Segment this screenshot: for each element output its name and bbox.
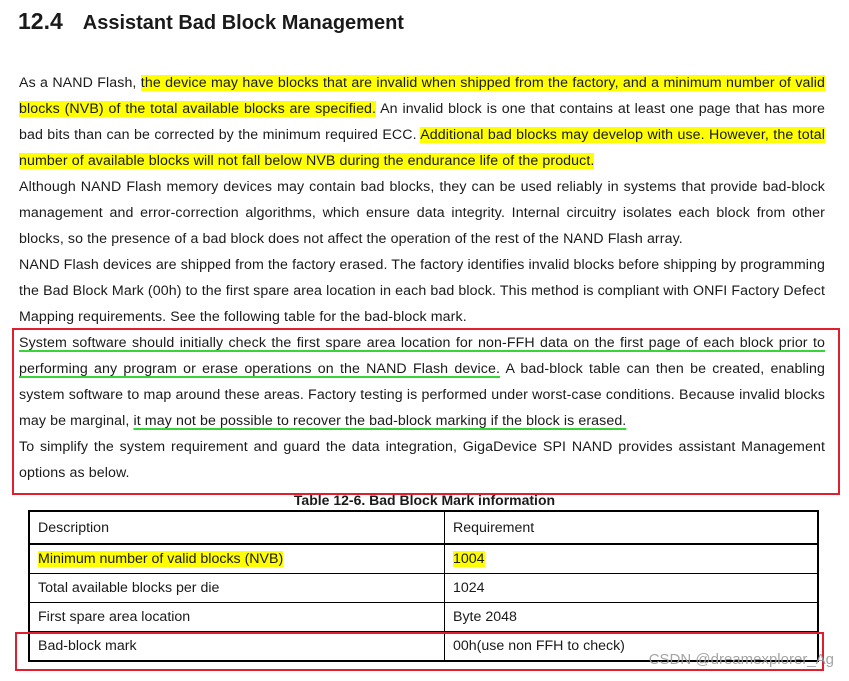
highlighted-text: the device may have blocks that are invalid when shipped from the factory, and a minimum number of valid blocks (NVB) of the total available blocks are specified. [19,75,826,117]
table-row [29,544,818,574]
section-number: 12.4 [18,8,63,34]
highlighted-text: Additional bad blocks may develop with use. However, the total number of available blocks will not fall below NVB during the endurance life of the product. [19,127,825,169]
table-cell-description: Bad-block mark [29,632,445,662]
paragraph-bad-block-reliability: Although NAND Flash memory devices may contain bad blocks, they can be used reliably in systems that provide bad-block management and error-correction algorithms, which ensure data integrity. Internal circuitry isolates each block from other blocks, so the presence of a bad block does not affect the operation of the rest of the NAND Flash array. [19,179,825,247]
section-heading [18,8,404,42]
section-title: Assistant Bad Block Management [82,12,404,34]
table-header-row [29,511,818,544]
underlined-text: System software should initially check the first spare area location for non-FFH data on the first page of each block prior to performing any program or erase operations on the NAND Flash device. [19,335,825,377]
table-cell-description: First spare area location [29,603,445,632]
red-annotation-box-paragraphs [12,328,840,495]
underlined-text: it may not be possible to recover the bad-block marking if the block is erased. [133,413,627,429]
text-run: An invalid block is one that contains at least one page that has more bad bits than can be corrected by the minimum required ECC. [19,101,825,143]
table-cell-requirement: Byte 2048 [445,603,819,632]
header-cell-requirement: Requirement [445,511,819,544]
header-cell-description: Description [29,511,445,544]
text-run: A bad-block table can then be created, enabling system software to map around these areas. Factory testing is performed under worst-case conditions. Because invalid blocks may be marginal, [19,361,825,429]
paragraph-assistant-management: To simplify the system requirement and guard the data integration, GigaDevice SPI NAND provides assistant Management options as below. [19,439,825,481]
table-caption: Table 12-6. Bad Block Mark information [293,492,556,508]
table-cell-description: Total available blocks per die [29,574,445,603]
table-cell-requirement: 1024 [445,574,819,603]
table-cell-requirement [445,544,819,574]
text-run: As a NAND Flash, [19,75,141,91]
table-row [29,603,818,632]
table-cell-description [29,544,445,574]
csdn-watermark: CSDN @dreamexplorer_Ag [648,651,834,668]
table-row [29,574,818,603]
highlighted-text: 1004 [453,551,485,567]
highlighted-text: Minimum number of valid blocks (NVB) [38,551,284,567]
table-cell-requirement: 00h(use non FFH to check) [445,632,819,662]
paragraph-nand-intro [19,70,825,174]
paragraph-factory-erased: NAND Flash devices are shipped from the factory erased. The factory identifies invalid blocks before shipping by programming the Bad Block Mark (00h) to the first spare area location in each bad block. This method is compliant with ONFI Factory Defect Mapping requirements. See the following table for the bad-block mark. [19,257,825,325]
